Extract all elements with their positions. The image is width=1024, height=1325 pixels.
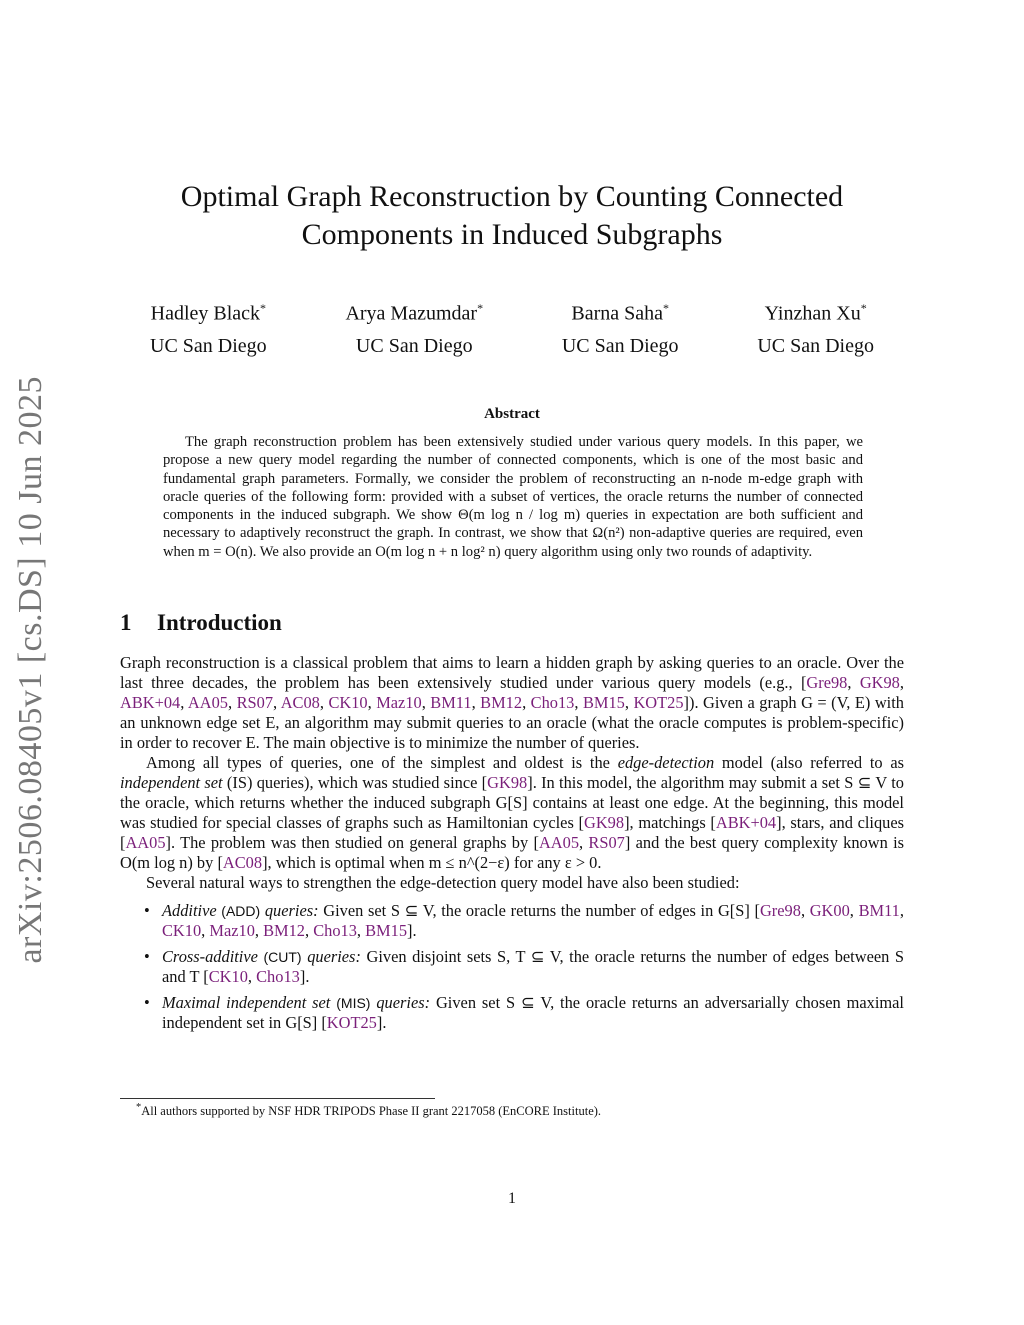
author-affiliation: UC San Diego bbox=[757, 334, 874, 357]
citation-link[interactable]: AC08 bbox=[280, 693, 320, 712]
paragraph-text: Graph reconstruction is a classical problem that aims to learn a hidden graph by asking queries to an oracle. Over the last three decades, the problem has been extensively studied under various query models (e.g., bbox=[120, 653, 904, 692]
footnote-text: All authors supported by NSF HDR TRIPODS Phase II grant 2217058 (EnCORE Institute). bbox=[141, 1104, 602, 1119]
bullet-icon: • bbox=[144, 901, 150, 920]
paragraph-3: Several natural ways to strengthen the edge-detection query model have also been studied: bbox=[146, 873, 740, 892]
author-name: Arya Mazumdar bbox=[345, 302, 478, 325]
query-model-list bbox=[120, 901, 904, 1033]
paragraph-text: , matchings bbox=[629, 813, 711, 832]
list-item: • Cross-additive (CUT) queries: Given disjoint sets S, T ⊆ V, the oracle returns the number of edges between S and T [CK10, Cho13]. bbox=[144, 947, 904, 986]
section-number: 1 bbox=[120, 610, 132, 635]
author-2 bbox=[345, 292, 483, 362]
citation-link[interactable]: BM11 bbox=[430, 693, 472, 712]
author-1 bbox=[150, 292, 267, 362]
introduction-body bbox=[120, 653, 904, 1039]
paragraph-2: Among all types of queries, one of the simplest and oldest is the edge-detection model (also referred to as independent set (IS) queries), which was studied since [GK98]. In this model, the algorithm may submit a set S ⊆ V to the oracle, which returns whether the induced subgraph G[S] contains at least one edge. At the beginning, this model was studied for special classes of graphs such as Hamiltonian cycles [GK98], matchings [ABK+04], stars, and cliques [AA05]. The problem was then studied on general graphs by [AA05, RS07] and the best query complexity known is O(m log n) by [AC08], which is optimal when m ≤ n^(2−ε) for any ε > 0. bbox=[120, 753, 905, 872]
author-3 bbox=[562, 292, 679, 362]
citation-link[interactable]: GK98 bbox=[584, 813, 625, 832]
citation-link[interactable]: CK10 bbox=[328, 693, 368, 712]
citation-link[interactable]: Cho13 bbox=[313, 921, 357, 940]
bullet-icon: • bbox=[144, 947, 150, 966]
author-affiliation: UC San Diego bbox=[355, 334, 473, 357]
paragraph-text: . The problem was then studied on general graphs by bbox=[171, 833, 534, 852]
citation-link[interactable]: RS07 bbox=[236, 693, 274, 712]
paragraph-text: (IS) queries), which was studied since bbox=[222, 773, 482, 792]
citation-link[interactable]: ABK+04 bbox=[715, 813, 777, 832]
author-mark: * bbox=[860, 301, 867, 315]
item-text: Given disjoint sets S, T ⊆ V, the oracle returns the number of edges between S and T bbox=[162, 947, 904, 986]
query-tag: (CUT) bbox=[263, 949, 302, 965]
list-item: • Maximal independent set (MIS) queries: Given set S ⊆ V, the oracle returns an adversarially chosen maximal independent set in G[S] [KOT25]. bbox=[144, 993, 904, 1032]
citation-link[interactable]: RS07 bbox=[588, 833, 625, 852]
emphasis-text: Additive bbox=[162, 901, 217, 920]
emphasis-text: edge-detection bbox=[617, 753, 715, 772]
author-affiliation: UC San Diego bbox=[561, 334, 679, 357]
citation-link[interactable]: KOT25 bbox=[326, 1013, 377, 1032]
paragraph-text: model (also referred to as bbox=[714, 753, 905, 772]
citation-link[interactable]: CK10 bbox=[208, 967, 248, 986]
author-name: Hadley Black bbox=[150, 302, 261, 325]
paper-title bbox=[120, 178, 904, 254]
citation-link[interactable]: BM11 bbox=[858, 901, 900, 920]
author-mark: * bbox=[477, 301, 484, 315]
citation-link[interactable]: Cho13 bbox=[530, 693, 575, 712]
item-end: . bbox=[412, 921, 417, 940]
footnote bbox=[136, 1100, 601, 1119]
paragraph-text: . In this model, the algorithm may submit a set S ⊆ V to the oracle, which returns whether the induced subgraph G[S] contains at least one edge. At the beginning, this model was studied for special classes of graphs such as Hamiltonian cycles bbox=[120, 773, 904, 832]
author-mark: * bbox=[260, 301, 267, 315]
paragraph-text: Among all types of queries, one of the simplest and oldest is the bbox=[146, 753, 618, 772]
item-text: Given set S ⊆ V, the oracle returns an adversarially chosen maximal independent set in G[S] bbox=[162, 993, 904, 1032]
citation-link[interactable]: Gre98 bbox=[806, 673, 848, 692]
emphasis-text: Cross-additive bbox=[162, 947, 258, 966]
page-number: 1 bbox=[508, 1190, 516, 1207]
citation-link[interactable]: AA05 bbox=[125, 833, 166, 852]
author-affiliation: UC San Diego bbox=[150, 334, 267, 357]
item-end: . bbox=[382, 1013, 387, 1032]
query-tag: (MIS) bbox=[336, 995, 371, 1011]
citation-link[interactable]: BM15 bbox=[582, 693, 625, 712]
citation-link[interactable]: GK00 bbox=[809, 901, 850, 920]
emphasis-text: queries: bbox=[307, 947, 361, 966]
paragraph-text: ). Given a graph G = (V, E) with an unknown edge set E, an algorithm may submit queries to an oracle (what the oracle computes is problem-specific) in order to recover E. The main objective is to minimize the number of queries. bbox=[120, 693, 904, 752]
item-end: . bbox=[305, 967, 310, 986]
author-list bbox=[150, 292, 874, 362]
citation-link[interactable]: GK98 bbox=[487, 773, 528, 792]
citation-link[interactable]: Gre98 bbox=[759, 901, 801, 920]
paragraph-text: , which is optimal when m ≤ n^(2−ε) for any ε > 0. bbox=[267, 853, 602, 872]
emphasis-text: queries: bbox=[376, 993, 431, 1012]
author-mark: * bbox=[663, 301, 670, 315]
title-line-2: Components in Induced Subgraphs bbox=[301, 218, 723, 251]
citation-link[interactable]: ABK+04 bbox=[120, 693, 181, 712]
author-name: Yinzhan Xu bbox=[764, 302, 861, 325]
footnote-mark: * bbox=[136, 1102, 142, 1113]
citation-link[interactable]: BM15 bbox=[365, 921, 408, 940]
paragraph-1: Graph reconstruction is a classical problem that aims to learn a hidden graph by asking queries to an oracle. Over the last three decades, the problem has been extensively studied under various query models (e.g., [Gre98, GK98, ABK+04, AA05, RS07, AC08, CK10, Maz10, BM11, BM12, Cho13, BM15, KOT25]). Given a graph G = (V, E) with an unknown edge set E, an algorithm may submit queries to an oracle (what the oracle computes is problem-specific) in order to recover E. The main objective is to minimize the number of queries. bbox=[120, 653, 904, 752]
citation-link[interactable]: AC08 bbox=[222, 853, 263, 872]
author-4 bbox=[757, 292, 874, 362]
title-line-1: Optimal Graph Reconstruction by Counting Connected bbox=[180, 180, 844, 213]
citation-link[interactable]: Maz10 bbox=[376, 693, 422, 712]
citation-link[interactable]: BM12 bbox=[480, 693, 523, 712]
emphasis-text: queries: bbox=[264, 901, 319, 920]
section-title: Introduction bbox=[157, 610, 282, 635]
list-item: • Additive (ADD) queries: Given set S ⊆ V, the oracle returns the number of edges in G[S] [Gre98, GK00, BM11, CK10, Maz10, BM12, Cho13, BM15]. bbox=[144, 901, 904, 940]
citation-list: CK10, Cho13 bbox=[208, 967, 300, 986]
footnote-divider bbox=[120, 1098, 435, 1099]
arxiv-identifier: arXiv:2506.08405v1 [cs.DS] 10 Jun 2025 bbox=[12, 376, 49, 964]
abstract-text: The graph reconstruction problem has been extensively studied under various query models. In this paper, we propose a new query model regarding the number of connected components, which is one of the most basic and fundamental graph parameters. Formally, we consider the problem of reconstructing an n-node m-edge graph with oracle queries of the following form: provided with a subset of vertices, the oracle returns the number of connected components in the induced subgraph. We show Θ(m log n / log m) queries in expectation are both sufficient and necessary to adaptively reconstruct the graph. In contrast, we show that Ω(n²) non-adaptive queries are required, even when m = O(n). We also provide an O(m log n + n log² n) query algorithm using only two rounds of adaptivity. bbox=[163, 434, 863, 560]
citation-link[interactable]: Cho13 bbox=[256, 967, 300, 986]
citation-link[interactable]: AA05 bbox=[538, 833, 580, 852]
paragraph-text: and the best query complexity known is O(m log n) by bbox=[120, 833, 905, 872]
query-tag: (ADD) bbox=[221, 903, 261, 919]
citation-link[interactable]: KOT25 bbox=[633, 693, 684, 712]
emphasis-text: Maximal independent set bbox=[162, 993, 331, 1012]
author-name: Barna Saha bbox=[571, 302, 664, 325]
item-text: Given set S ⊆ V, the oracle returns the number of edges in G[S] bbox=[323, 901, 755, 920]
citation-link[interactable]: GK98 bbox=[859, 673, 900, 692]
citation-link[interactable]: CK10 bbox=[162, 921, 202, 940]
citation-list: Gre98, GK00, BM11, CK10, Maz10, BM12, Cho13, BM15 bbox=[162, 901, 904, 940]
paragraph-text: , stars, and cliques bbox=[781, 813, 905, 832]
citation-list bbox=[327, 1013, 377, 1032]
citation-link[interactable]: Maz10 bbox=[209, 921, 255, 940]
bullet-icon: • bbox=[144, 993, 150, 1012]
citation-list: Gre98, GK98, ABK+04, AA05, RS07, AC08, CK10, Maz10, BM11, BM12, Cho13, BM15, KOT25 bbox=[120, 673, 904, 712]
section-heading bbox=[120, 610, 282, 636]
abstract-heading: Abstract bbox=[484, 406, 540, 422]
citation-link[interactable]: AA05 bbox=[187, 693, 228, 712]
citation-link[interactable]: BM12 bbox=[263, 921, 305, 940]
emphasis-text: independent set bbox=[120, 773, 223, 792]
